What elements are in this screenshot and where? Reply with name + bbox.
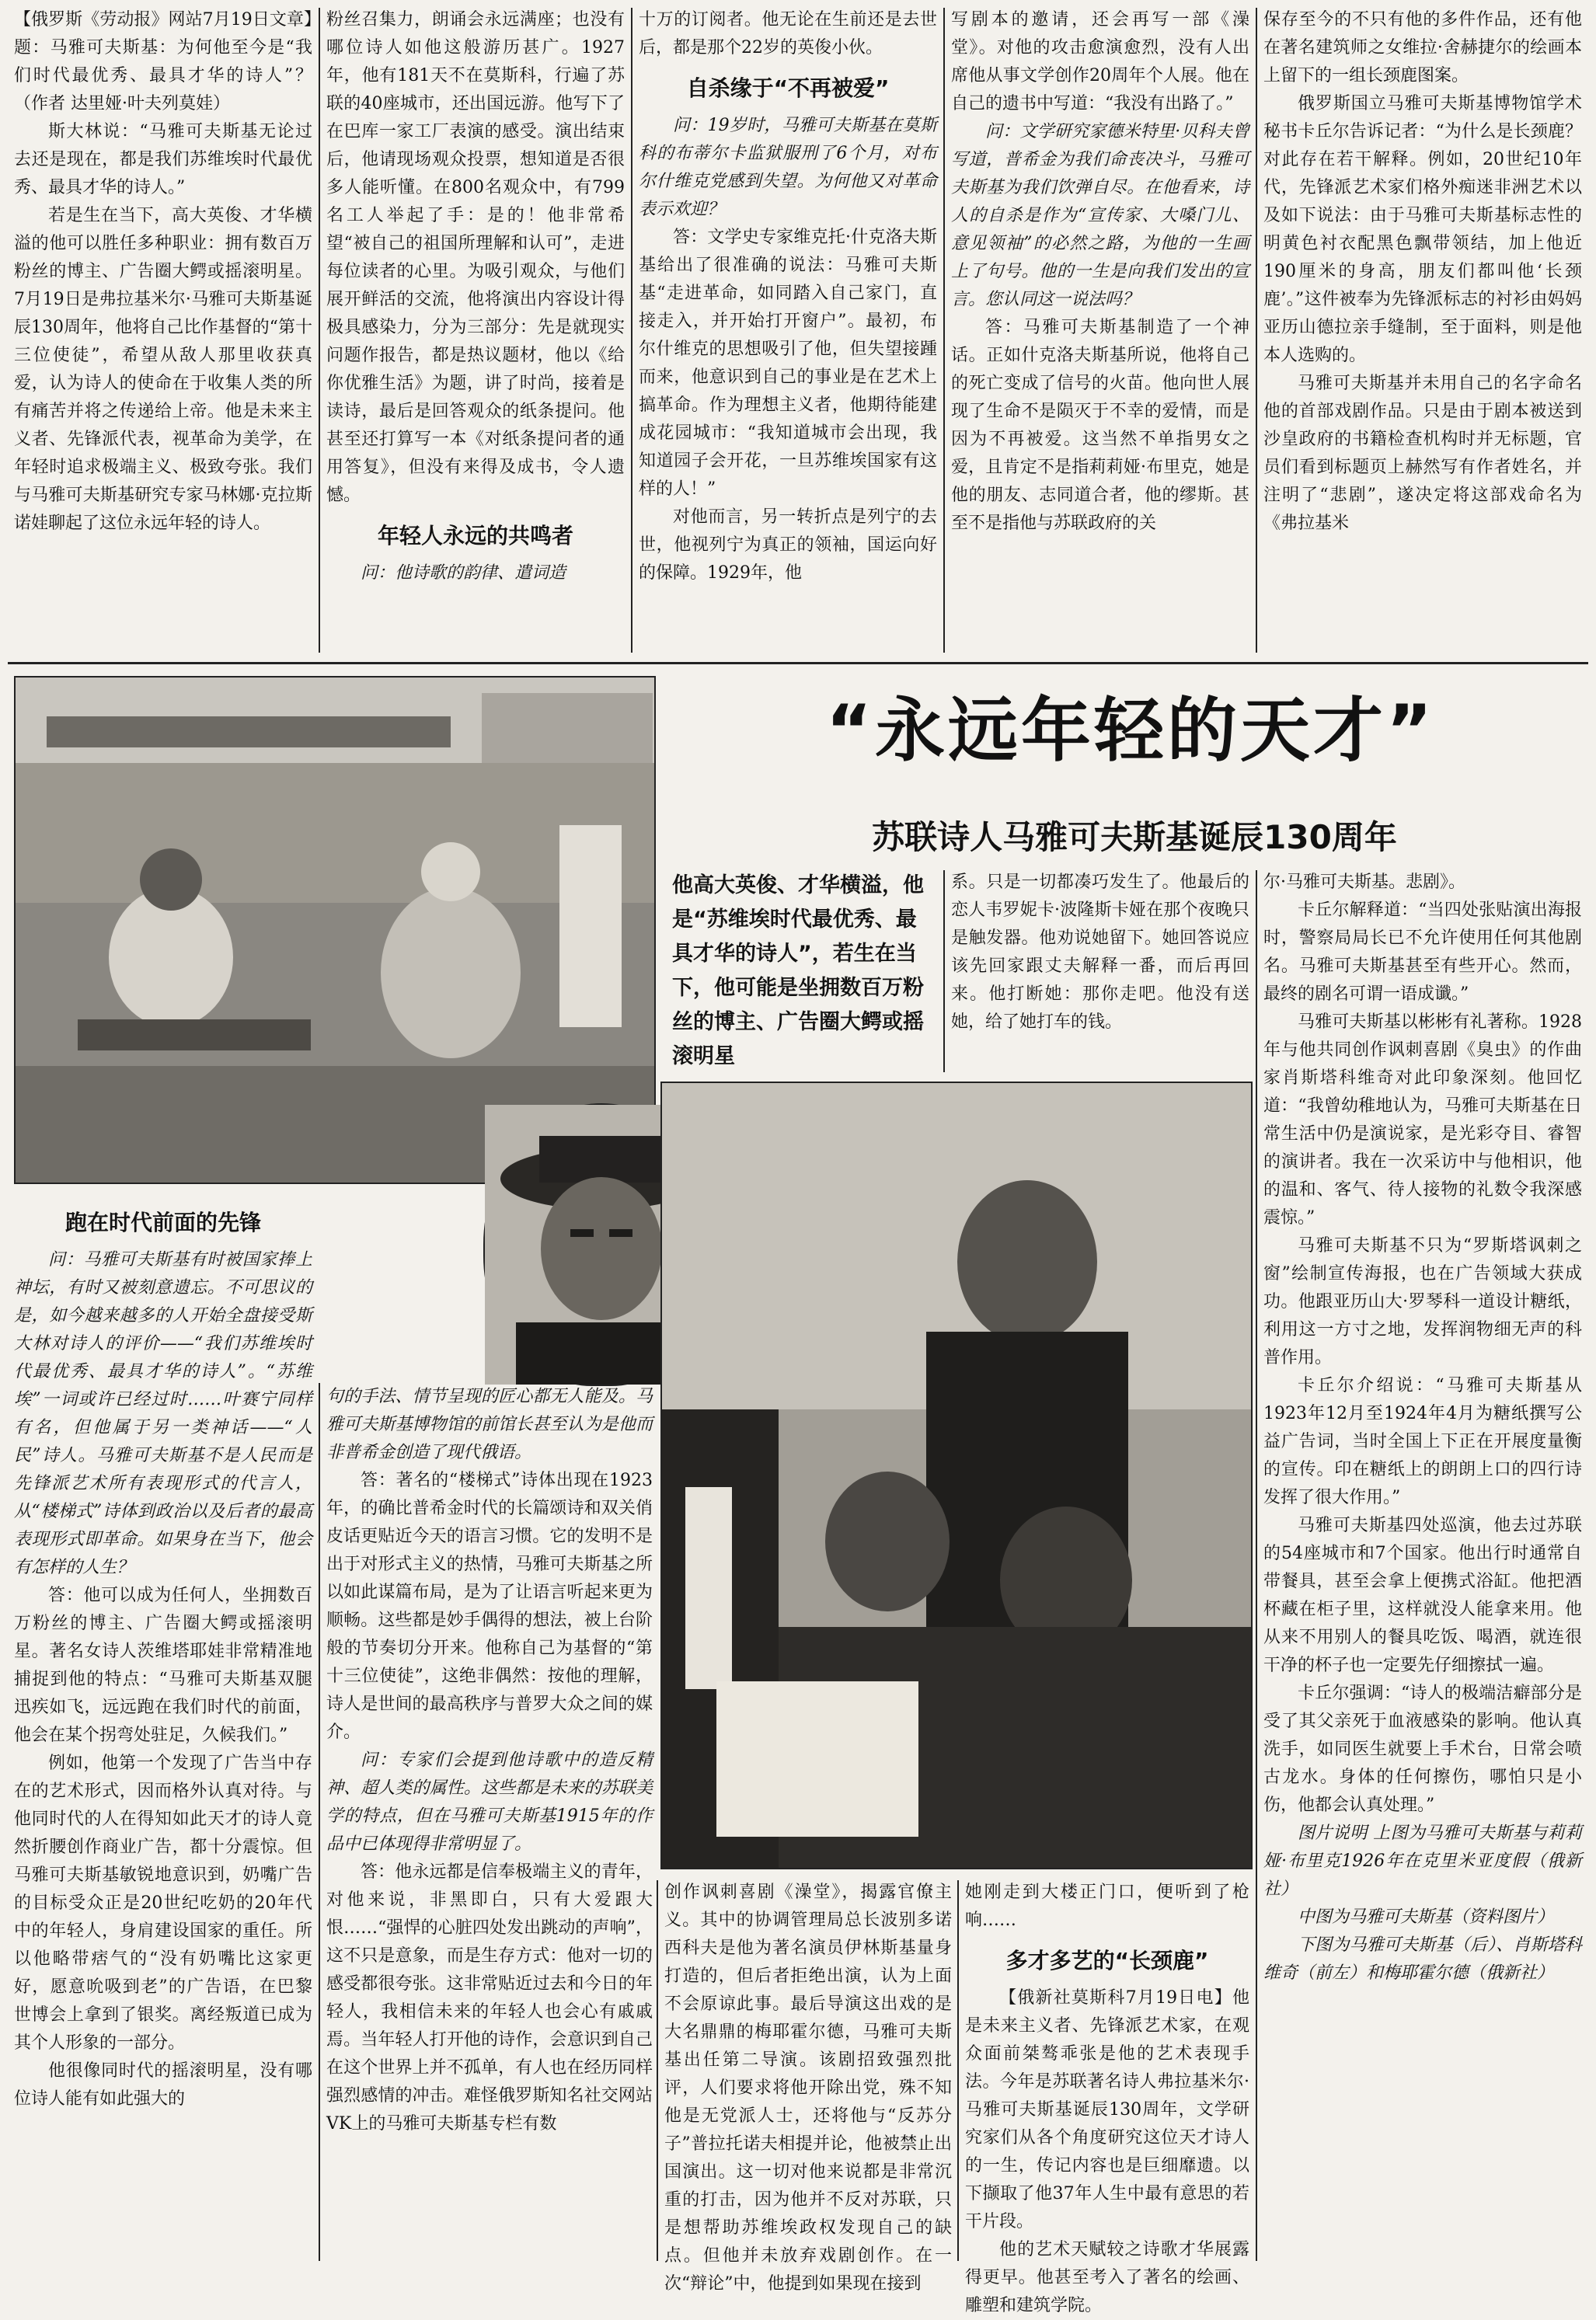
lead-paragraph: 他高大英俊、才华横溢，他是“苏维埃时代最优秀、最具才华的诗人”，若生在当下，他可能是坐拥数百万粉丝的博主、广告圈大鳄或摇滚明星: [672, 873, 924, 1068]
paragraph: 他很像同时代的摇滚明星，没有哪位诗人能有如此强大的: [14, 2061, 312, 2109]
paragraph: 俄罗斯国立马雅可夫斯基博物馆学术秘书卡丘尔告诉记者：“为什么是长颈鹿？对此存在若干解释。例如，20世纪10年代，先锋派艺术家们格外痴迷非洲艺术以及如下说法：由于马雅可夫斯基标志性的明黄色衬衣配黑色飘带领结，加上他近190厘米的身高，朋友们都叫他‘长颈鹿’。”这件被奉为先锋派标志的衬衫由妈妈亚历山德拉亲手缝制，至于面料，则是他本人选购的。: [1263, 94, 1582, 365]
article-column-bottom-3: [664, 1879, 952, 2294]
paragraph: 马雅可夫斯基以彬彬有礼著称。1928年与他共同创作讽刺喜剧《臭虫》的作曲家肖斯塔科维奇对此印象深刻。他回忆道：“我曾幼稚地认为，马雅可夫斯基在日常生活中仍是演说家，是光彩夺目、睿智的演讲者。我在一次采访中与他相识，他的温和、客气、待人接物的礼数令我深感震惊。”: [1263, 1012, 1582, 1228]
paragraph: 句的手法、情节呈现的匠心都无人能及。马雅可夫斯基博物馆的前馆长甚至认为是他而非普希金创造了现代俄语。: [326, 1387, 653, 1462]
paragraph: 粉丝召集力，朗诵会永远满座；也没有哪位诗人如他这般游历甚广。1927年，他有181天不在莫斯科，行遍了苏联的40座城市，还出国远游。他写下了在巴库一家工厂表演的感受。演出结束后，他请现场观众投票，想知道是否很多人能听懂。在800名观众中，有799名工人举起了手：是的！他非常希望“被自己的祖国所理解和认可”，走进每位读者的心里。为吸引观众，与他们展开鲜活的交流，他将演出内容设计得极具感染力，分为三部分：先是就现实问题作报告，都是热议题材，他以《给你优雅生活》为题，讲了时尚，接着是读诗，最后是回答观众的纸条提问。他甚至还打算写一本《对纸条提问者的通用答复》，但没有来得及成书，令人遗憾。: [326, 10, 625, 505]
paragraph: 十万的订阅者。他无论在生前还是去世后，都是那个22岁的英俊小伙。: [639, 10, 937, 57]
paragraph: 卡丘尔介绍说：“马雅可夫斯基从1923年12月至1924年4月为糖纸撰写公益广告词，当时全国上下正在开展度量衡的宣传。印在糖纸上的朗朗上口的四行诗发挥了很大作用。”: [1263, 1376, 1582, 1507]
paragraph: 【俄罗斯《劳动报》网站7月19日文章】题：马雅可夫斯基：为何他至今是“我们时代最优秀、最具才华的诗人”？（作者 达里娅·叶夫列莫娃）: [14, 10, 312, 113]
section-subheading: 年轻人永远的共鸣者: [377, 523, 573, 549]
article-column-top-2: [326, 6, 625, 657]
paragraph: 马雅可夫斯基并未用自己的名字命名他的首部戏剧作品。只是由于剧本被送到沙皇政府的书籍检查机构时并无标题，官员们看到标题页上赫然写有作者姓名，并注明了“悲剧”，遂决定将这部戏命名为《弗拉基米: [1263, 374, 1582, 533]
paragraph: 问：马雅可夫斯基有时被国家捧上神坛，有时又被刻意遗忘。不可思议的是，如今越来越多的人开始全盘接受斯大林对诗人的评价——“我们苏维埃时代最优秀、最具才华的诗人”。“苏维埃”一词或许已经过时……叶赛宁同样有名，但他属于另一类神话——“人民”诗人。马雅可夫斯基不是人民而是先锋派艺术所有表现形式的代言人，从“楼梯式”诗体到政治以及后者的最高表现形式即革命。如果身在当下，他会有怎样的人生？: [14, 1250, 312, 1577]
paragraph: 下图为马雅可夫斯基（后）、肖斯塔科维奇（前左）和梅耶霍尔德（俄新社）: [1263, 1935, 1582, 1983]
section-subheading: 跑在时代前面的先锋: [64, 1210, 261, 1235]
paragraph: 问：19岁时，马雅可夫斯基在莫斯科的布蒂尔卡监狱服刑了6个月，对布尔什维克党感到失望。为何他又对革命表示欢迎？: [639, 116, 937, 219]
paragraph: 卡丘尔强调：“诗人的极端洁癖部分是受了其父亲死于血液感染的影响。他认真洗手，如同医生就要上手术台，日常会喷古龙水。身体的任何擦伤，哪怕只是小伤，他都会认真处理。”: [1263, 1684, 1582, 1815]
subheadline: 苏联诗人马雅可夫斯基诞辰130周年: [872, 818, 1397, 856]
paragraph: 答：著名的“楼梯式”诗体出现在1923年，的确比普希金时代的长篇颂诗和双关俏皮话更贴近今天的语言习惯。它的发明不是出于对形式主义的热情，马雅可夫斯基之所以如此谋篇布局，是为了让语言听起来更为顺畅。这些都是妙手偶得的想法，被上台阶般的节奏切分开来。他称自己为基督的“第十三位使徒”，这绝非偶然：按他的理解，诗人是世间的最高秩序与普罗大众之间的媒介。: [326, 1471, 653, 1742]
paragraph: 问：专家们会提到他诗歌中的造反精神、超人类的属性。这些都是未来的苏联美学的特点，但在马雅可夫斯基1915年的作品中已体现得非常明显了。: [326, 1750, 653, 1854]
paragraph: 她刚走到大楼正门口，便听到了枪响……: [965, 1883, 1249, 1930]
column-divider: [631, 8, 632, 653]
paragraph: 答：文学史专家维克托·什克洛夫斯基给出了很准确的说法：马雅可夫斯基“走进革命，如同踏入自己家门，直接走入，并开始打开窗户”。最初，布尔什维克的思想吸引了他，但失望接踵而来，他意识到自己的事业是在艺术上搞革命。作为理想主义者，他期待能建成花园城市：“我知道城市会出现，我知道园子会开花，一旦苏维埃国家有这样的人！”: [639, 228, 937, 499]
column-divider: [943, 8, 945, 653]
paragraph: 例如，他第一个发现了广告当中存在的艺术形式，因而格外认真对待。与他同时代的人在得知如此天才的诗人竟然折腰创作商业广告，都十分震惊。但马雅可夫斯基敏锐地意识到，奶嘴广告的目标受众正是20世纪吃奶的20年代中的年轻人，身肩建设国家的重任。所以他略带痞气的“没有奶嘴比这家更好，愿意吮吸到老”的广告语，在巴黎世博会上拿到了银奖。离经叛道已成为其个人形象的一部分。: [14, 1754, 312, 2053]
article-column-right: [1263, 869, 1582, 2267]
paragraph: 问：文学研究家德米特里·贝科夫曾写道，普希金为我们命丧决斗，马雅可夫斯基为我们饮弹自尽。在他看来，诗人的自杀是作为“宣传家、大嗓门儿、意见领袖”的必然之路，为他的一生画上了句号。他的一生是向我们发出的宣言。您认同这一说法吗？: [951, 122, 1249, 309]
paragraph: 马雅可夫斯基四处巡演，他去过苏联的54座城市和7个国家。他出行时通常自带餐具，甚至会拿上便携式浴缸。他把酒杯藏在柜子里，这样就没人能拿来用。他从来不用别人的餐具吃饭、喝酒，就连很干净的杯子也一定要先仔细擦拭一遍。: [1263, 1516, 1582, 1675]
paragraph: 保存至今的不只有他的多件作品，还有他在著名建筑师之女维拉·舍赫捷尔的绘画本上留下的一组长颈鹿图案。: [1263, 10, 1582, 85]
paragraph: 卡丘尔解释道：“当四处张贴演出海报时，警察局局长已不允许使用任何其他剧名。马雅可夫斯基甚至有些开心。然而，最终的剧名可谓一语成谶。”: [1263, 900, 1582, 1004]
headline: “永远年轻的天才”: [825, 690, 1436, 772]
column-divider: [943, 870, 945, 1072]
paragraph: 尔·马雅可夫斯基。悲剧》。: [1263, 873, 1465, 892]
column-divider: [319, 1383, 320, 2261]
column-divider: [1256, 8, 1257, 653]
section-subheading: 自杀缘于“不再被爱”: [686, 75, 890, 101]
paragraph: 马雅可夫斯基不只为“罗斯塔讽刺之窗”绘制宣传海报，也在广告领域大获成功。他跟亚历山大·罗琴科一道设计糖纸，利用这一方寸之地，发挥润物细无声的科普作用。: [1263, 1236, 1582, 1367]
paragraph: 【俄新社莫斯科7月19日电】他是未来主义者、先锋派艺术家，在观众面前桀骜乖张是他的艺术表现手法。今年是苏联著名诗人弗拉基米尔·马雅可夫斯基诞辰130周年，文学研究家们从各个角度研究这位天才诗人的一生，传记内容也是巨细靡遗。以下撷取了他37年人生中最有意思的若干片段。: [965, 1988, 1249, 2231]
article-column-bottom-2: [326, 1383, 653, 2269]
column-divider: [957, 1880, 959, 2261]
paragraph: 他的艺术天赋较之诗歌才华展露得更早。他甚至考入了著名的绘画、雕塑和建筑学院。: [965, 2240, 1249, 2315]
column-divider: [319, 8, 320, 653]
paragraph: 答：他永远都是信奉极端主义的青年，对他来说，非黑即白，只有大爱跟大恨……“强悍的心脏四处发出跳动的声响”，这不只是意象，而是生存方式：他对一切的感受都很夸张。这非常贴近过去和今日的年轻人，我相信未来的年轻人也会心有戚戚焉。当年轻人打开他的诗作，会意识到自己在这个世界上并不孤单，有人也在经历同样强烈感情的冲击。难怪俄罗斯知名社交网站VK上的马雅可夫斯基专栏有数: [326, 1862, 653, 2134]
section-divider: [8, 662, 1588, 664]
article-column-bottom-1: [14, 1197, 312, 2269]
paragraph: 系。只是一切都凑巧发生了。他最后的恋人韦罗妮卡·波隆斯卡娅在那个夜晚只是触发器。他劝说她留下。她回答说应该先回家跟丈夫解释一番，而后再回来。他打断她：那你走吧。他没有送她，给了她打车的钱。: [951, 873, 1249, 1032]
article-column-top-4: [951, 6, 1249, 657]
paragraph: 若是生在当下，高大英俊、才华横溢的他可以胜任多种职业：拥有数百万粉丝的博主、广告圈大鳄或摇滚明星。7月19日是弗拉基米尔·马雅可夫斯基诞辰130周年，他将自己比作基督的“第十三位使徒”，希望从敌人那里收获真爱，认为诗人的使命在于收集人类的所有痛苦并将之传递给上帝。他是未来主义者、先锋派代表，视革命为美学，在年轻时追求极端主义、极致夸张。我们与马雅可夫斯基研究专家马林娜·克拉斯诺娃聊起了这位永远年轻的诗人。: [14, 206, 312, 533]
paragraph: 问：他诗歌的韵律、遣词造: [361, 563, 566, 583]
paragraph: 写剧本的邀请，还会再写一部《澡堂》。对他的攻击愈演愈烈，没有人出席他从事文学创作20周年个人展。他在自己的遗书中写道：“我没有出路了。”: [951, 10, 1249, 113]
paragraph: 答：他可以成为任何人，坐拥数百万粉丝的博主、广告圈大鳄或摇滚明星。著名女诗人茨维塔耶娃非常精准地捕捉到他的特点：“马雅可夫斯基双腿迅疾如飞，远远跑在我们时代的前面，他会在某个拐弯处驻足，久候我们。”: [14, 1586, 312, 1745]
paragraph: 答：马雅可夫斯基制造了一个神话。正如什克洛夫斯基所说，他将自己的死亡变成了信号的火苗。他向世人展现了生命不是陨灭于不幸的爱情，而是因为不再被爱。这当然不单指男女之爱，且肯定不是指莉莉娅·布里克，她是他的朋友、志同道合者，他的缪斯。甚至不是指他与苏联政府的关: [951, 318, 1249, 533]
paragraph: 创作讽刺喜剧《澡堂》，揭露官僚主义。其中的协调管理局总长波别多诺西科夫是他为著名演员伊林斯基量身打造的，但后者拒绝出演，认为上面不会原谅此事。最后导演这出戏的是大名鼎鼎的梅耶霍尔德，马雅可夫斯基出任第二导演。该剧招致强烈批评，人们要求将他开除出党，殊不知他是无党派人士，还将他与“反苏分子”普拉托诺夫相提并论，他被禁止出国演出。这一切对他来说都是非常沉重的打击，因为他并不反对苏联，只是想帮助苏维埃政权发现自己的缺点。但他并未放弃戏剧创作。在一次“辩论”中，他提到如果现在接到: [664, 1883, 952, 2294]
article-column-top-1: [14, 6, 312, 657]
paragraph: 中图为马雅可夫斯基（资料图片）: [1298, 1907, 1555, 1927]
paragraph: 图片说明 上图为马雅可夫斯基与莉莉娅·布里克1926年在克里米亚度假（俄新社）: [1263, 1824, 1582, 1899]
paragraph: 对他而言，另一转折点是列宁的去世，他视列宁为真正的领袖，国运向好的保障。1929年，他: [639, 507, 937, 583]
column-divider: [657, 1880, 658, 2261]
paragraph: 斯大林说：“马雅可夫斯基无论过去还是现在，都是我们苏维埃时代最优秀、最具才华的诗人。”: [14, 122, 312, 197]
article-column-mid-1: [951, 869, 1249, 1074]
article-column-bottom-4: [965, 1879, 1249, 2315]
article-column-top-3: [639, 6, 937, 657]
column-divider: [1256, 870, 1257, 2261]
article-column-top-5: [1263, 6, 1582, 657]
section-subheading: 多才多艺的“长颈鹿”: [1005, 1948, 1209, 1973]
photo-mayakovsky-shostakovich-meyerhold: [660, 1082, 1253, 1869]
